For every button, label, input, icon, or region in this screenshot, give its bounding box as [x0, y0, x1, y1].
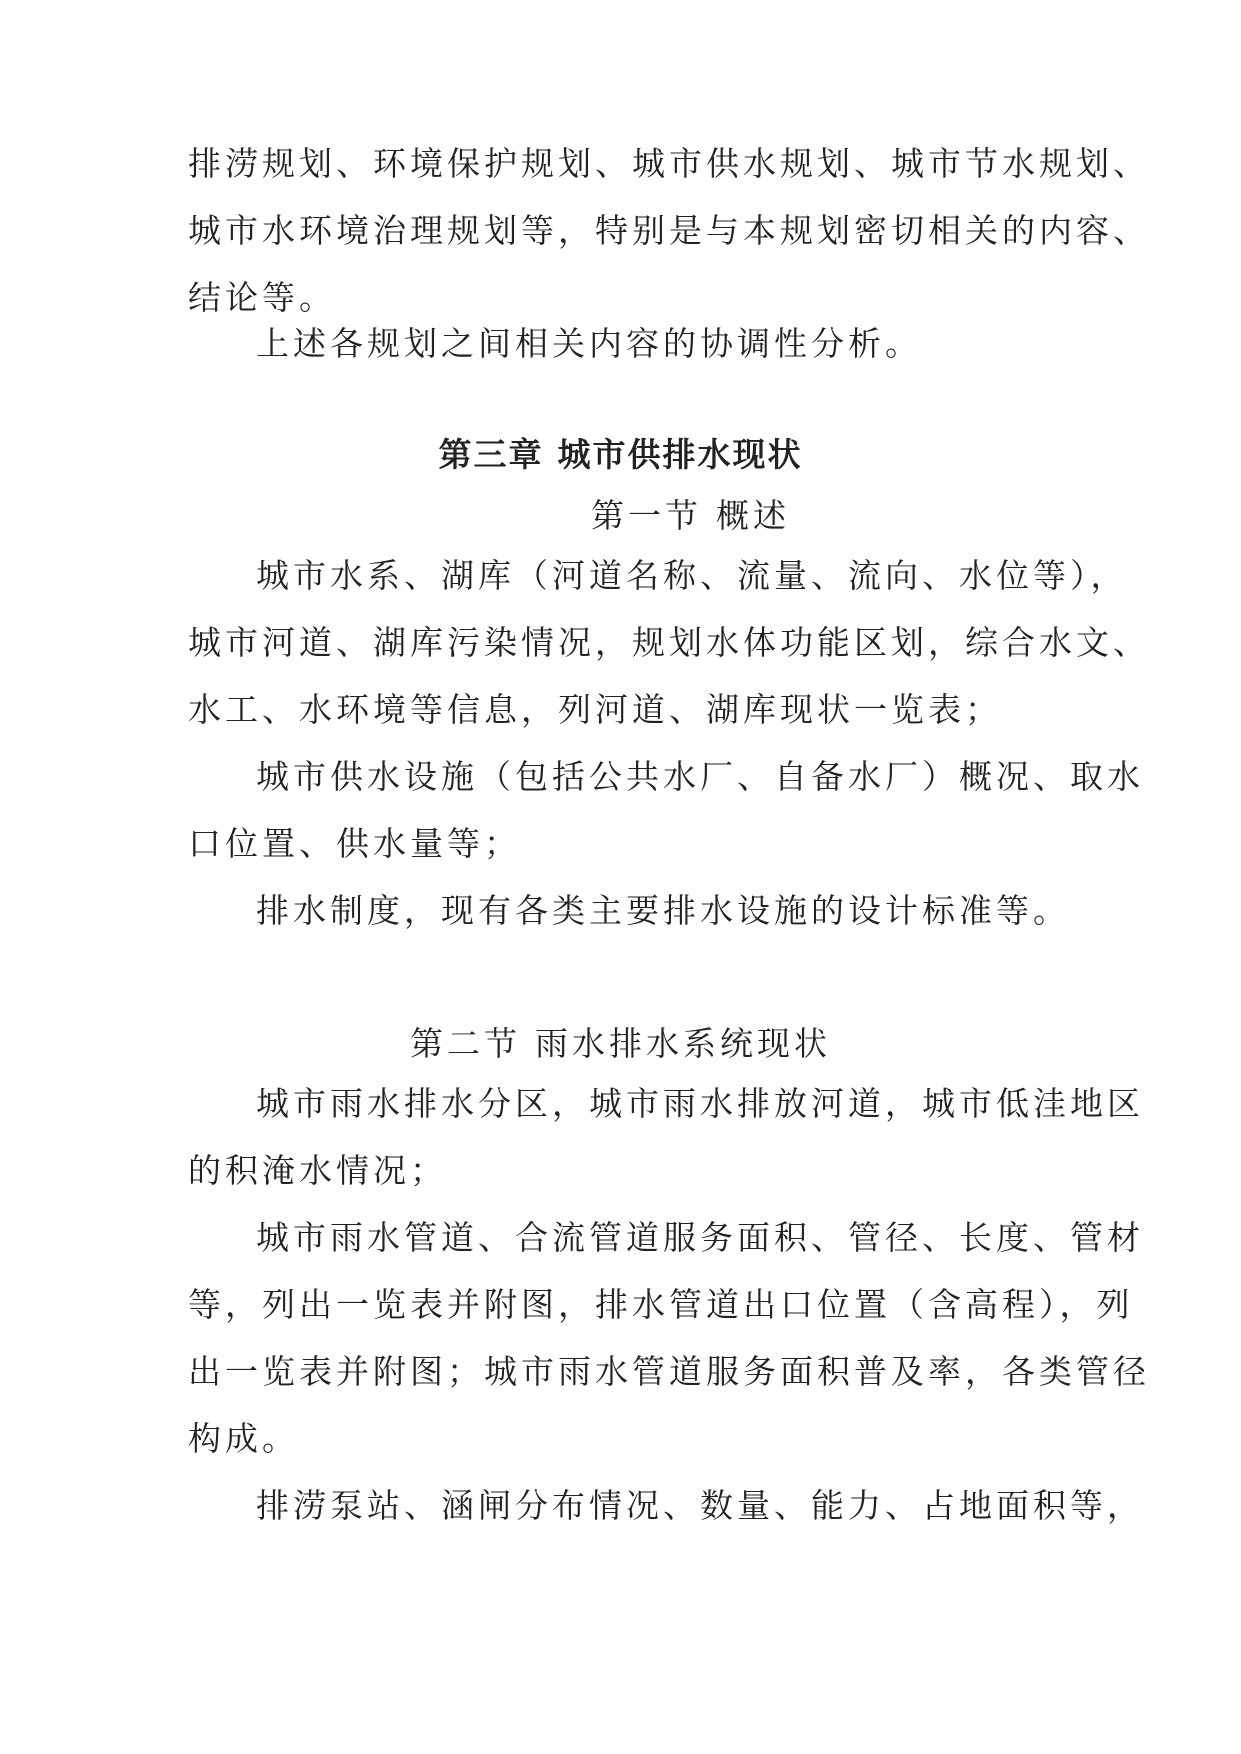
text-line: 城市雨水排水分区，城市雨水排放河道，城市低洼地区 — [256, 1084, 1144, 1123]
section-title: 概述 — [716, 496, 790, 535]
text-line: 等，列出一览表并附图，排水管道出口位置（含高程），列 — [188, 1285, 1134, 1324]
section-1-paragraph-1 — [188, 542, 1150, 743]
text-line: 城市河道、湖库污染情况，规划水体功能区划，综合水文、 — [188, 623, 1150, 662]
chapter-title: 城市供排水现状 — [557, 435, 803, 474]
chapter-number: 第三章 — [438, 435, 544, 474]
section-title: 雨水排水系统现状 — [535, 1024, 831, 1063]
text-line: 排涝规划、环境保护规划、城市供水规划、城市节水规划、 — [188, 144, 1150, 183]
section-number: 第一节 — [591, 496, 702, 535]
section-2-paragraph-1 — [188, 1070, 1144, 1204]
section-1-paragraph-3 — [188, 877, 1070, 944]
text-line: 的积淹水情况； — [188, 1151, 447, 1190]
text-line: 水工、水环境等信息，列河道、湖库现状一览表； — [188, 690, 1002, 729]
text-line: 排涝泵站、涵闸分布情况、数量、能力、占地面积等， — [256, 1486, 1144, 1525]
text-line: 城市水环境治理规划等，特别是与本规划密切相关的内容、 — [188, 211, 1150, 250]
text-line: 城市水系、湖库（河道名称、流量、流向、水位等）， — [256, 556, 1128, 595]
text-line: 城市供水设施（包括公共水厂、自备水厂）概况、取水 — [256, 757, 1144, 796]
section-2-paragraph-2 — [188, 1204, 1150, 1472]
section-2-paragraph-3 — [188, 1472, 1144, 1539]
section-1-paragraph-2 — [188, 743, 1144, 877]
text-line: 出一览表并附图；城市雨水管道服务面积普及率，各类管径 — [188, 1352, 1150, 1391]
chapter-heading — [0, 425, 1241, 485]
text-line: 排水制度，现有各类主要排水设施的设计标准等。 — [256, 891, 1070, 930]
intro-paragraph-2 — [188, 310, 1054, 377]
section-1-heading — [0, 486, 1241, 546]
section-number: 第二节 — [410, 1024, 521, 1063]
text-line: 上述各规划之间相关内容的协调性分析。 — [256, 324, 922, 363]
section-2-heading — [0, 1014, 1241, 1074]
intro-paragraph-1 — [188, 130, 1150, 331]
text-line: 构成。 — [188, 1419, 299, 1458]
text-line: 结论等。 — [188, 278, 336, 317]
text-line: 口位置、供水量等； — [188, 824, 521, 863]
text-line: 城市雨水管道、合流管道服务面积、管径、长度、管材 — [256, 1218, 1144, 1257]
